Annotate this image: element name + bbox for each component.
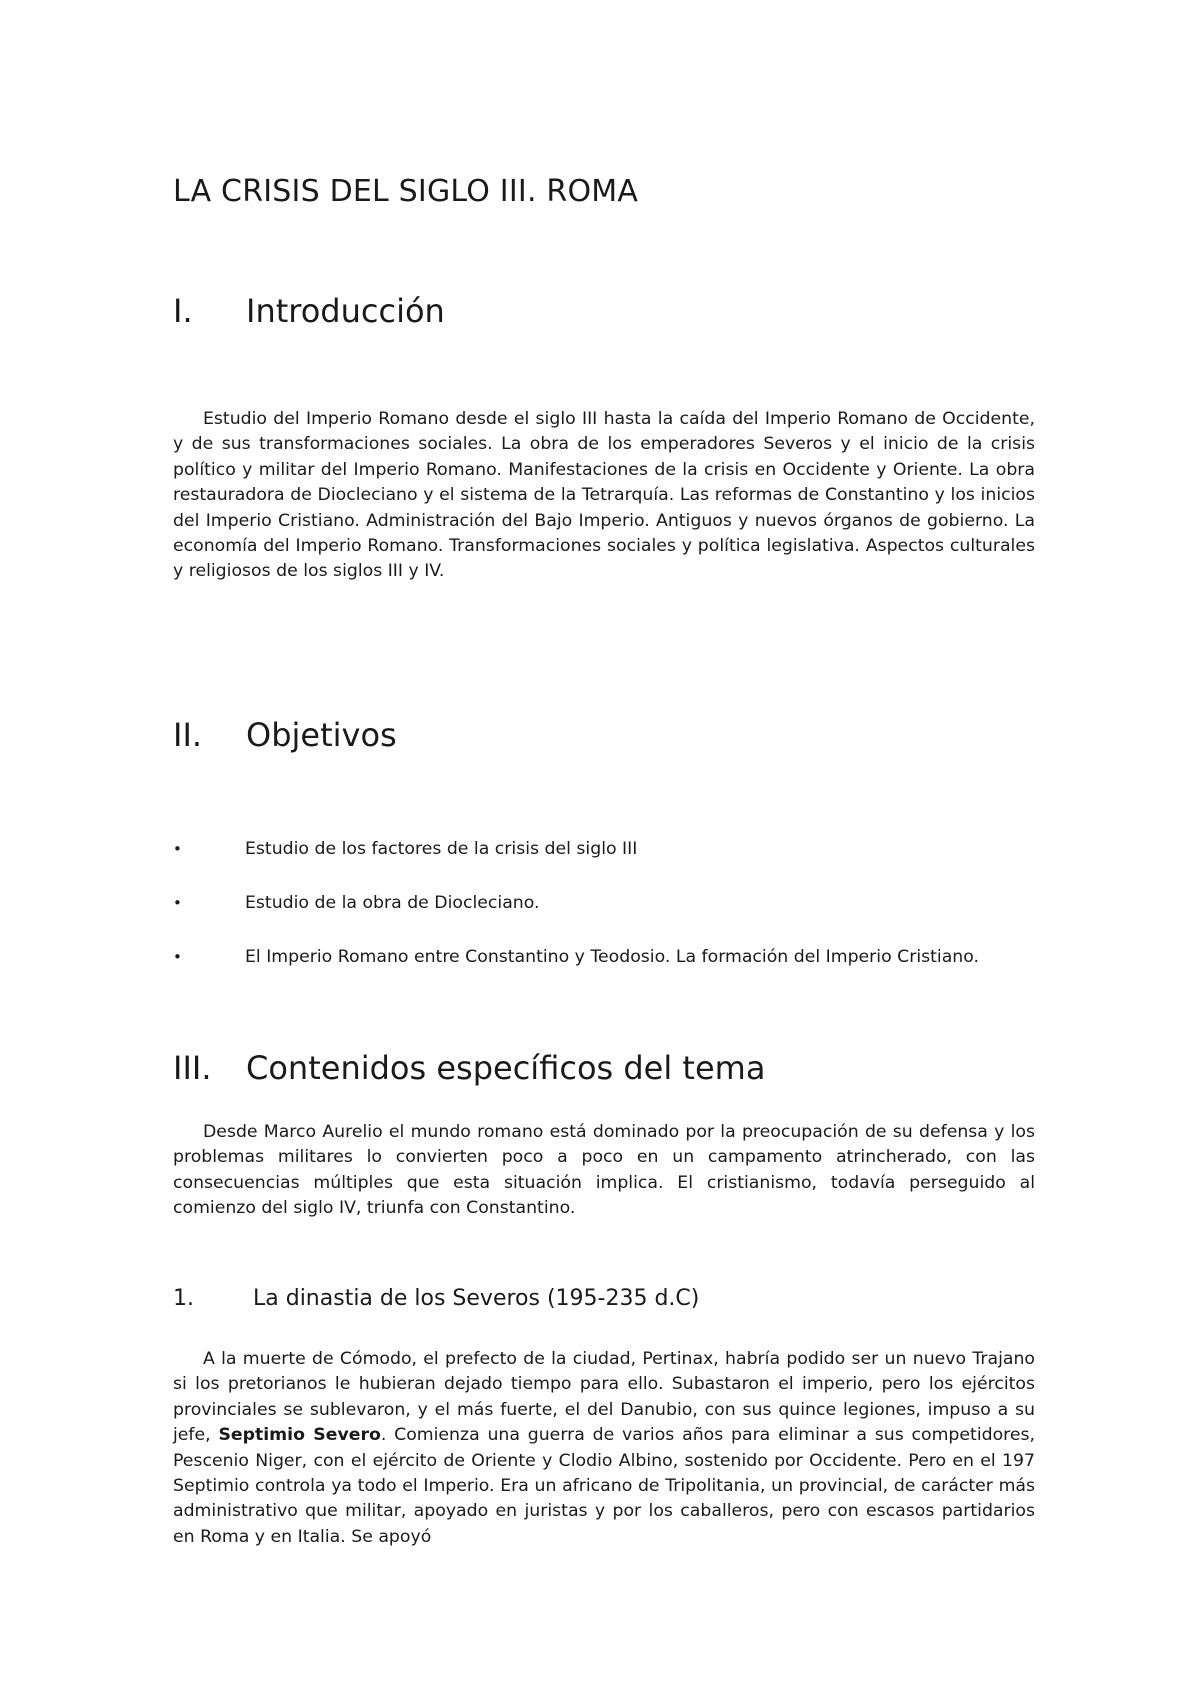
contents-paragraph: Desde Marco Aurelio el mundo romano está dominado por la preocupación de su defensa y los problemas militares lo convierten poco a poco en un campamento atrincherado, con las consecuencias múltiples que esta situación implica. El cristianismo, todavía perseguido al comienzo del siglo IV, triunfa con Constantino. (173, 1122, 1035, 1219)
section-heading-objetivos (173, 716, 397, 754)
paragraph-text: A la muerte de Cómodo, el prefecto de la ciudad, Pertinax, habría podido ser un nuevo Trajano si los pretorianos le hubieran dejado tiempo para ello. Subastaron el imperio, pero los ejércitos provinciales se sublevaron, y el más fuerte, el del Danubio, con sus quince legiones, impuso a su jefe, (173, 1349, 1035, 1446)
list-item (173, 836, 1053, 890)
list-item (173, 944, 1053, 998)
intro-paragraph: Estudio del Imperio Romano desde el siglo III hasta la caída del Imperio Romano de Occidente, y de sus transformaciones sociales. La obra de los emperadores Severos y el inicio de la crisis político y militar del Imperio Romano. Manifestaciones de la crisis en Occidente y Oriente. La obra restauradora de Diocleciano y el sistema de la Tetrarquía. Las reformas de Constantino y los inicios del Imperio Cristiano. Administración del Bajo Imperio. Antiguos y nuevos órganos de gobierno. La economía del Imperio Romano. Transformaciones sociales y política legislativa. Aspectos culturales y religiosos de los siglos III y IV. (173, 409, 1035, 582)
subsection-number: 1. (173, 1286, 194, 1311)
list-item (173, 890, 1053, 944)
list-item-text: Estudio de los factores de la crisis del siglo III (245, 839, 638, 859)
section-title: Contenidos específicos del tema (246, 1049, 766, 1087)
severos-paragraph (173, 1347, 1035, 1550)
paragraph-text: . Comienza una guerra de varios años para eliminar a sus competidores, Pescenio Niger, con el ejército de Oriente y Clodio Albino, sostenido por Occidente. Pero en el 197 Septimio controla ya todo el Imperio. Era un africano de Tripolitania, un provincial, de carácter más administrativo que militar, apoyado en juristas y por los caballeros, pero con escasos partidarios en Roma y en Italia. Se apoyó (173, 1425, 1036, 1547)
bullet-icon: • (173, 948, 182, 966)
section-title: Introducción (246, 292, 445, 330)
section-number: I. (173, 292, 193, 330)
subsection-heading-severos (173, 1286, 699, 1311)
section-heading-introduccion (173, 292, 445, 330)
section-title: Objetivos (246, 716, 397, 754)
subsection-title: La dinastia de los Severos (195-235 d.C) (253, 1286, 700, 1311)
list-item-text: El Imperio Romano entre Constantino y Teodosio. La formación del Imperio Cristiano. (245, 947, 980, 967)
section-heading-contenidos (173, 1049, 765, 1087)
section-number: III. (173, 1049, 212, 1087)
section-number: II. (173, 716, 203, 754)
bullet-icon: • (173, 894, 182, 912)
bullet-icon: • (173, 840, 182, 858)
emphasized-name: Septimio Severo (218, 1425, 381, 1446)
list-item-text: Estudio de la obra de Diocleciano. (245, 893, 540, 913)
document-title: LA CRISIS DEL SIGLO III. ROMA (173, 174, 639, 209)
objectives-list (173, 836, 1053, 998)
